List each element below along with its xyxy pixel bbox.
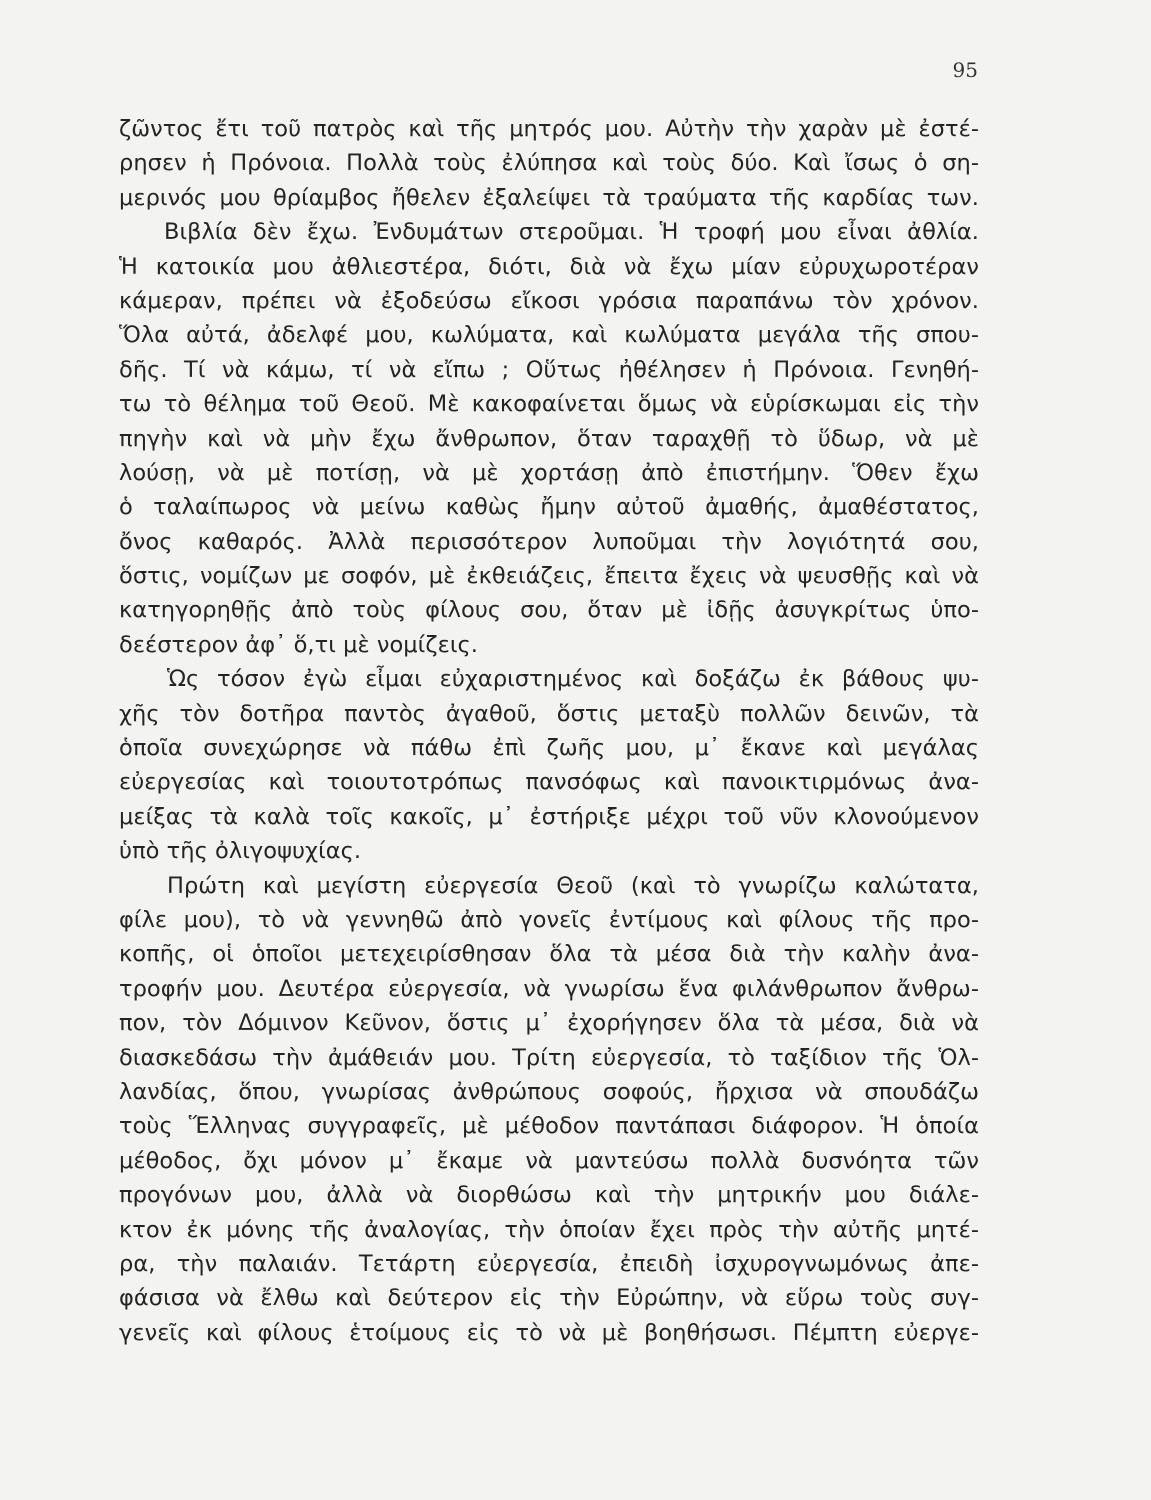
text-line: κτον ἐκ μόνης τῆς ἀναλογίας, τὴν ὁποίαν ἔχει πρὸς τὴν αὐτῆς μητέ- <box>119 1216 979 1243</box>
text-line: Ὡς τόσον ἐγὼ εἶμαι εὐχαριστημένος καὶ δοξάζω ἐκ βάθους ψυ- <box>167 666 979 693</box>
text-line: ὅστις, νομίζων με σοφόν, μὲ ἐκθειάζεις, ἔπειτα ἔχεις νὰ ψευσθῇς καὶ νὰ <box>119 563 979 590</box>
text-line: Πρώτη καὶ μεγίστη εὐεργεσία Θεοῦ (καὶ τὸ γνωρίζω καλώτατα, <box>167 872 979 899</box>
text-line: κατηγορηθῇς ἀπὸ τοὺς φίλους σου, ὅταν μὲ ἰδῇς ἀσυγκρίτως ὑπο- <box>119 597 979 624</box>
text-line: δῆς. Τί νὰ κάμω, τί νὰ εἴπω ; Οὕτως ἠθέλησεν ἡ Πρόνοια. Γενηθή- <box>119 356 979 383</box>
text-line: φάσισα νὰ ἔλθω καὶ δεύτερον εἰς τὴν Εὐρώπην, νὰ εὕρω τοὺς συγ- <box>119 1285 979 1312</box>
text-line: γενεῖς καὶ φίλους ἑτοίμους εἰς τὸ νὰ μὲ βοηθήσωσι. Πέμπτη εὐεργε- <box>119 1319 979 1346</box>
text-line: ζῶντος ἔτι τοῦ πατρὸς καὶ τῆς μητρός μου. Αὐτὴν τὴν χαρὰν μὲ ἐστέ- <box>119 116 979 142</box>
text-line: μερινός μου θρίαμβος ἤθελεν ἐξαλείψει τὰ τραύματα τῆς καρδίας των. <box>119 184 979 211</box>
text-line: φίλε μου), τὸ νὰ γεννηθῶ ἀπὸ γονεῖς ἐντίμους καὶ φίλους τῆς προ- <box>119 906 979 933</box>
text-line: εὐεργεσίας καὶ τοιουτοτρόπως πανσόφως καὶ πανοικτιρμόνως ἀνα- <box>119 769 979 796</box>
text-line: λανδίας, ὅπου, γνωρίσας ἀνθρώπους σοφούς, ἤρχισα νὰ σπουδάζω <box>119 1078 979 1105</box>
text-line: λούσῃ, νὰ μὲ ποτίσῃ, νὰ μὲ χορτάσῃ ἀπὸ ἐπιστήμην. Ὅθεν ἔχω <box>119 459 979 486</box>
text-line: πον, τὸν Δόμινον Κεῦνον, ὅστις μ᾽ ἐχορήγησεν ὅλα τὰ μέσα, διὰ νὰ <box>119 1010 979 1037</box>
text-line: προγόνων μου, ἀλλὰ νὰ διορθώσω καὶ τὴν μητρικήν μου διάλε- <box>119 1182 979 1209</box>
text-line: τροφήν μου. Δευτέρα εὐεργεσία, νὰ γνωρίσω ἕνα φιλάνθρωπον ἄνθρω- <box>119 975 979 1002</box>
text-line: ρησεν ἡ Πρόνοια. Πολλὰ τοὺς ἐλύπησα καὶ τοὺς δύο. Καὶ ἴσως ὁ ση- <box>119 150 979 177</box>
text-line: Ἡ κατοικία μου ἀθλιεστέρα, διότι, διὰ νὰ ἔχω μίαν εὐρυχωροτέραν <box>119 253 979 280</box>
text-line: μείξας τὰ καλὰ τοῖς κακοῖς, μ᾽ ἐστήριξε μέχρι τοῦ νῦν κλονούμενον <box>119 803 979 830</box>
text-line: κάμεραν, πρέπει νὰ ἐξοδεύσω εἴκοσι γρόσια παραπάνω τὸν χρόνον. <box>119 287 979 314</box>
text-line: ρα, τὴν παλαιάν. Τετάρτη εὐεργεσία, ἐπειδὴ ἰσχυρογνωμόνως ἀπε- <box>119 1250 979 1277</box>
text-line: ὑπὸ τῆς ὀλιγοψυχίας. <box>119 838 362 865</box>
text-line: δεέστερον ἀφ᾽ ὅ,τι μὲ νομίζεις. <box>119 631 478 658</box>
text-line: τω τὸ θέλημα τοῦ Θεοῦ. Μὲ κακοφαίνεται ὅμως νὰ εὑρίσκωμαι εἰς τὴν <box>119 391 979 418</box>
text-line: πηγὴν καὶ νὰ μὴν ἔχω ἄνθρωπον, ὅταν ταραχθῇ τὸ ὕδωρ, νὰ μὲ <box>119 425 979 452</box>
text-line: Ὅλα αὐτά, ἀδελφέ μου, κωλύματα, καὶ κωλύματα μεγάλα τῆς σπου- <box>119 322 979 349</box>
text-line: χῆς τὸν δοτῆρα παντὸς ἀγαθοῦ, ὅστις μεταξὺ πολλῶν δεινῶν, τὰ <box>119 700 979 727</box>
text-line: μέθοδος, ὄχι μόνον μ᾽ ἔκαμε νὰ μαντεύσω πολλὰ δυσνόητα τῶν <box>119 1147 979 1174</box>
page-number: 95 <box>952 58 978 82</box>
text-line: ὄνος καθαρός. Ἀλλὰ περισσότερον λυποῦμαι τὴν λογιότητά σου, <box>119 528 979 555</box>
body-text <box>119 112 979 1350</box>
text-line: τοὺς Ἕλληνας συγγραφεῖς, μὲ μέθοδον παντάπασι διάφορον. Ἡ ὁποία <box>119 1113 979 1140</box>
text-line: ὁ ταλαίπωρος νὰ μείνω καθὼς ἤμην αὐτοῦ ἀμαθής, ἀμαθέστατος, <box>119 494 979 521</box>
text-line: ὁποῖα συνεχώρησε νὰ πάθω ἐπὶ ζωῆς μου, μ᾽ ἔκανε καὶ μεγάλας <box>119 735 979 762</box>
text-line: κοπῆς, οἱ ὁποῖοι μετεχειρίσθησαν ὅλα τὰ μέσα διὰ τὴν καλὴν ἀνα- <box>119 941 979 968</box>
text-line: διασκεδάσω τὴν ἀμάθειάν μου. Τρίτη εὐεργεσία, τὸ ταξίδιον τῆς Ὁλ- <box>119 1044 979 1071</box>
text-line: Βιβλία δὲν ἔχω. Ἐνδυμάτων στεροῦμαι. Ἡ τροφή μου εἶναι ἀθλία. <box>164 219 979 246</box>
